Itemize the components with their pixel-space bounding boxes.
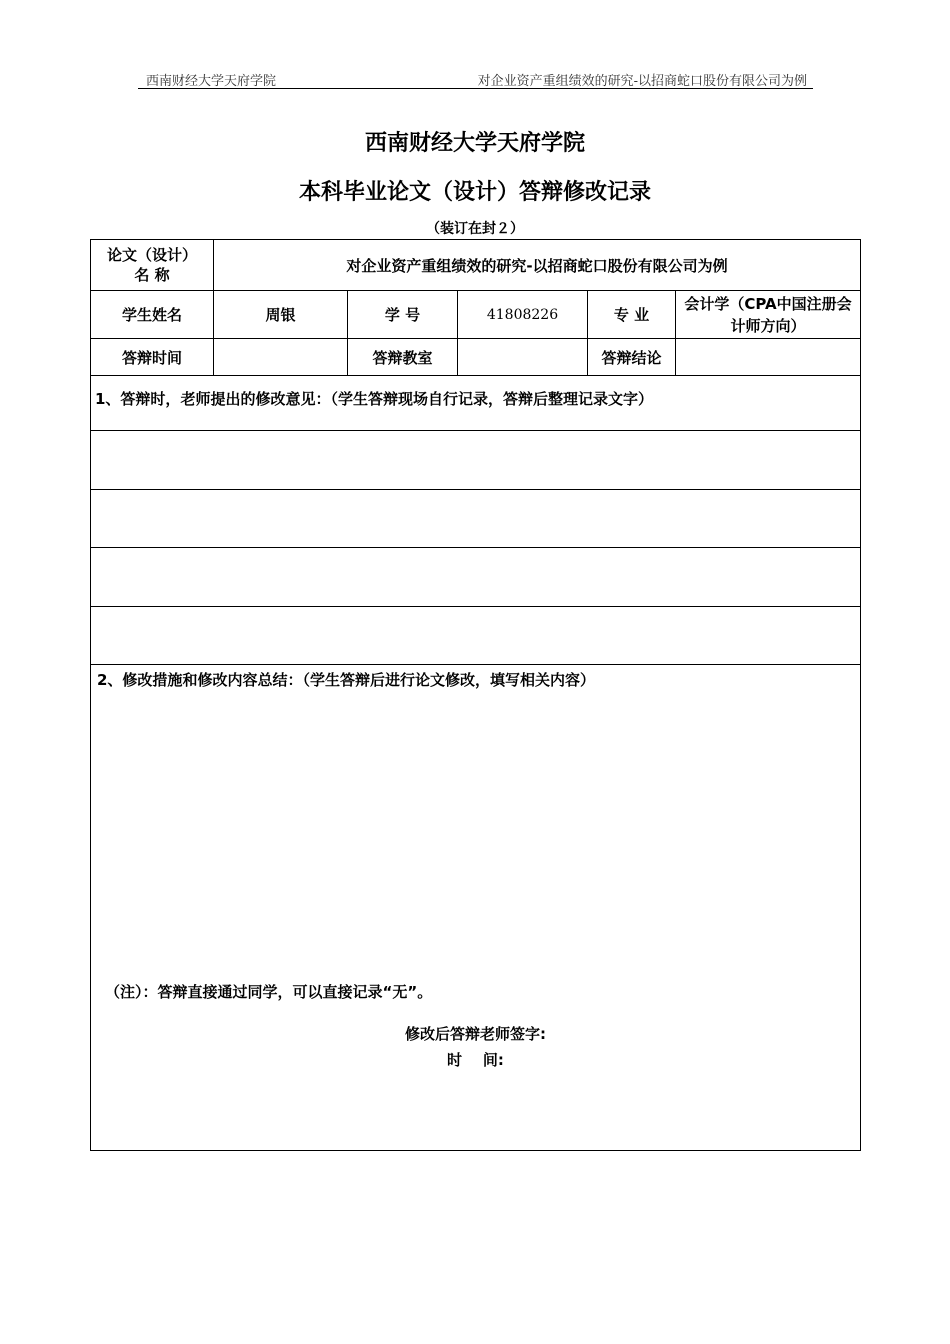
record-title: 本科毕业论文（设计）答辩修改记录: [298, 179, 651, 205]
major-value: 会计学（CPA中国注册会计师方向）: [676, 291, 861, 339]
header-school: 西南财经大学天府学院: [146, 74, 277, 89]
major-label: 专 业: [588, 291, 676, 339]
teacher-signature-label: 修改后答辩老师签字:: [405, 1025, 546, 1043]
section1-line[interactable]: [91, 548, 861, 607]
section2-label: 2、修改措施和修改内容总结：（学生答辩后进行论文修改，填写相关内容）: [97, 671, 595, 689]
binding-note: （装订在封２）: [426, 221, 524, 237]
student-name-label: 学生姓名: [91, 291, 214, 339]
defense-record-table: [90, 239, 861, 1151]
thesis-title-value: 对企业资产重组绩效的研究-以招商蛇口股份有限公司为例: [214, 240, 861, 291]
pass-note: （注）：答辩直接通过同学，可以直接记录“无”。: [105, 983, 433, 1001]
defense-result-label: 答辩结论: [588, 339, 676, 376]
section1-line[interactable]: [91, 431, 861, 490]
section1-line[interactable]: [91, 607, 861, 665]
student-id-value: 41808226: [458, 291, 588, 339]
header-thesis-title: 对企业资产重组绩效的研究-以招商蛇口股份有限公司为例: [477, 74, 807, 89]
page-header: [138, 70, 813, 89]
defense-result-field[interactable]: [676, 339, 861, 376]
section1-label: [91, 376, 861, 431]
section2-cell[interactable]: [91, 665, 861, 1151]
student-id-label: 学 号: [348, 291, 458, 339]
thesis-name-label: 论文（设计） 名 称: [91, 240, 214, 291]
sign-time-label: 时 间:: [447, 1051, 504, 1069]
student-name-value: 周银: [214, 291, 348, 339]
section1-line[interactable]: [91, 490, 861, 548]
defense-time-label: 答辩时间: [91, 339, 214, 376]
school-title: 西南财经大学天府学院: [364, 130, 585, 156]
defense-room-label: 答辩教室: [348, 339, 458, 376]
defense-time-field[interactable]: [214, 339, 348, 376]
section1-label-text: 1、答辩时，老师提出的修改意见：（学生答辩现场自行记录，答辩后整理记录文字）: [95, 390, 653, 408]
defense-room-field[interactable]: [458, 339, 588, 376]
